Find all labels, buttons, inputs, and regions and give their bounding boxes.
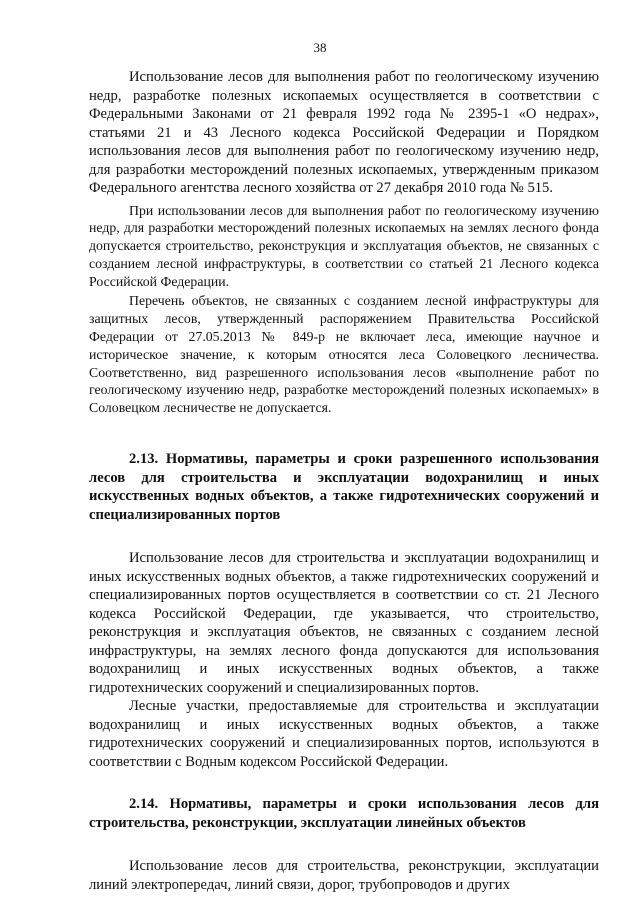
paragraph-reservoirs-use: Использование лесов для строительства и эксплуатации водохранилищ и иных искусственных водных объектов, а также гидротехнических сооружений и специализированных портов осуществляется в соответствии со ст. 21 Лесного кодекса Российской Федерации, где указывается, что строительство, реконструкция и эксплуатация объектов, не связанных с созданием лесной инфраструктуры, на землях лесного фонда допускаются для использования водохранилищ и иных искусственных водных объектов, а также гидротехнических сооружений и специализированных портов. — [89, 550, 599, 696]
paragraph-geological-use: Использование лесов для выполнения работ по геологическому изучению недр, разработке полезных ископаемых осуществляется в соответствии с Федеральными Законами от 21 февраля 1992 года № 2395-1 «О недрах», статьями 21 и 43 Лесного кодекса Российской Федерации и Порядком использования лесов для выполнения работ по геологическому изучению недр, для разработки месторождений полезных ископаемых, утвержденным приказом Федерального агентства лесного хозяйства от 27 декабря 2010 года № 515. — [89, 69, 599, 196]
page-content — [89, 64, 599, 894]
section-heading-2-13: 2.13. Нормативы, параметры и сроки разрешенного использования лесов для строительства и эксплуатации водохранилищ и иных искусственных водных объектов, а также гидротехнических сооружений и специализированных портов — [89, 451, 599, 523]
paragraph-linear-objects: Использование лесов для строительства, реконструкции, эксплуатации линий электропередач, линий связи, дорог, трубопроводов и других — [89, 858, 599, 893]
paragraph-water-code: Лесные участки, предоставляемые для строительства и эксплуатации водохранилищ и иных искусственных водных объектов, а также гидротехнических сооружений и специализированных портов, используются в соответствии с Водным кодексом Российской Федерации. — [89, 698, 599, 770]
paragraph-infrastructure-allowed: При использовании лесов для выполнения работ по геологическому изучению недр, для разработки месторождений полезных ископаемых на землях лесного фонда допускается строительство, реконструкция и эксплуатация объектов, не связанных с созданием лесной инфраструктуры, в соответствии со статьей 21 Лесного кодекса Российской Федерации. — [89, 202, 599, 289]
page-number: 38 — [313, 40, 327, 55]
section-heading-2-14: 2.14. Нормативы, параметры и сроки использования лесов для строительства, реконструкции, эксплуатации линейных объектов — [89, 796, 599, 831]
paragraph-solovetsky-restriction: Перечень объектов, не связанных с созданием лесной инфраструктуры для защитных лесов, утвержденный распоряжением Правительства Российской Федерации от 27.05.2013 № 849-р не включает леса, имеющие научное и историческое значение, к которым относятся леса Соловецкого лесничества. Соответственно, вид разрешенного использования лесов «выполнение работ по геологическому изучению недр, разработке месторождений полезных ископаемых» в Соловецком лесничестве не допускается. — [89, 293, 599, 416]
